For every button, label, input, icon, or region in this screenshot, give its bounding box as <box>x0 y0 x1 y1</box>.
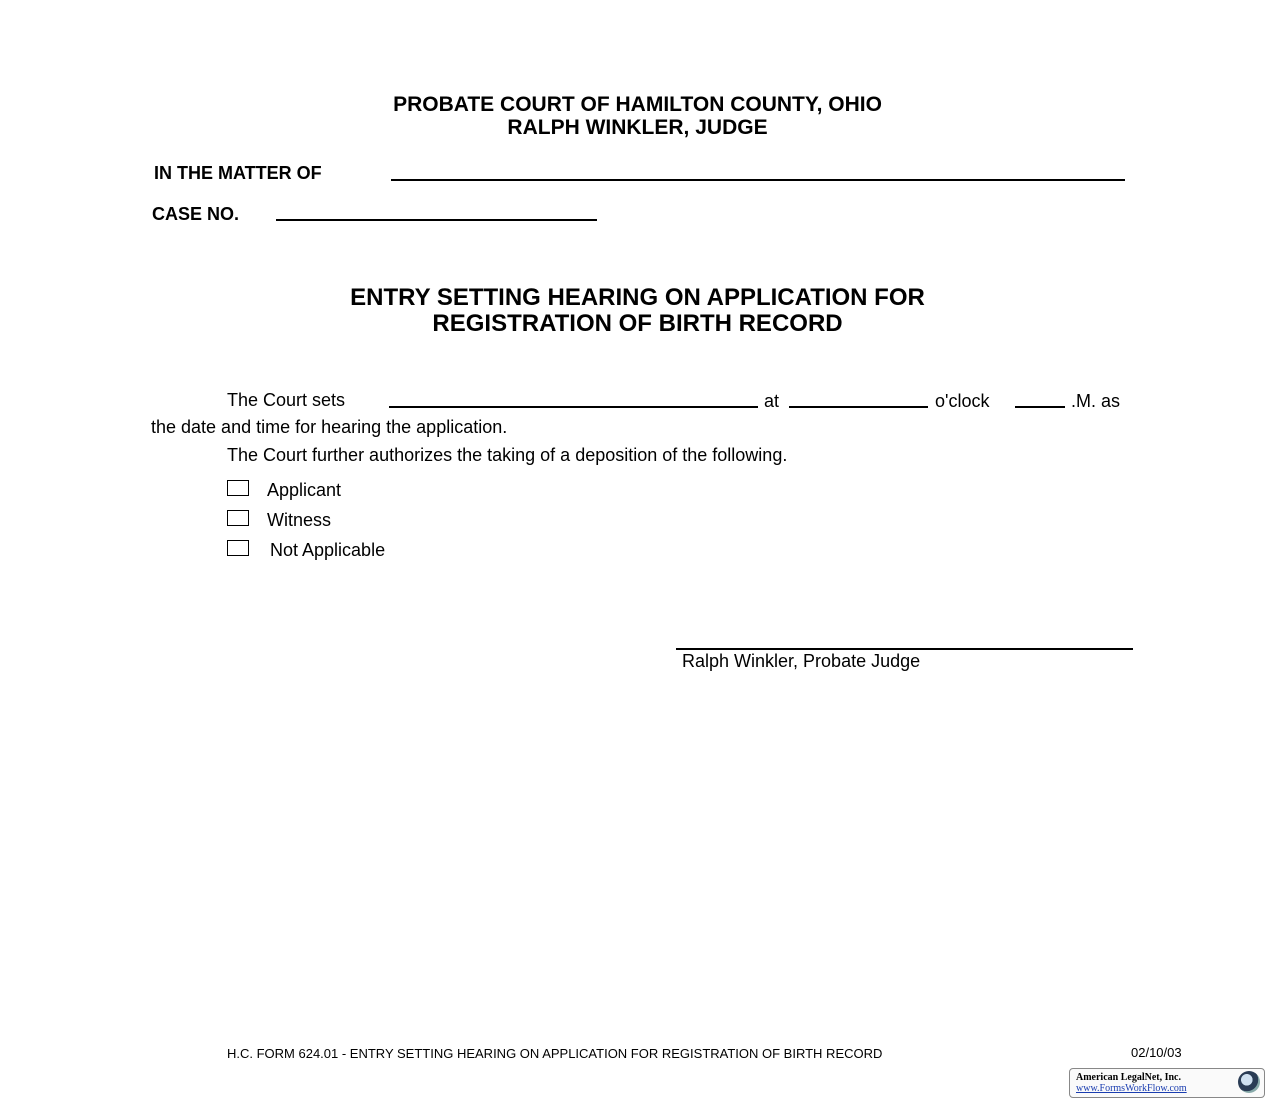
form-footer: H.C. FORM 624.01 - ENTRY SETTING HEARING ON APPLICATION FOR REGISTRATION OF BIRTH RECORD <box>227 1046 883 1061</box>
american-legalnet-logo[interactable] <box>1069 1068 1265 1098</box>
witness-label: Witness <box>267 510 332 530</box>
case-number-label: CASE NO. <box>152 204 240 224</box>
hearing-time-field[interactable] <box>789 406 928 408</box>
case-number-field[interactable] <box>276 219 597 221</box>
am-pm-field[interactable] <box>1015 406 1065 408</box>
matter-label: IN THE MATTER OF <box>154 163 322 183</box>
globe-icon <box>1238 1071 1260 1093</box>
signature-line[interactable] <box>676 648 1133 650</box>
judge-name: RALPH WINKLER, JUDGE <box>507 116 768 139</box>
logo-company: American LegalNet, Inc. <box>1076 1072 1181 1083</box>
hearing-date-field[interactable] <box>389 406 758 408</box>
form-date: 02/10/03 <box>1131 1045 1182 1060</box>
at-text: at <box>764 391 780 411</box>
signature-name: Ralph Winkler, Probate Judge <box>682 651 921 671</box>
m-as-text: .M. as <box>1071 391 1121 411</box>
matter-field[interactable] <box>391 179 1125 181</box>
hearing-text-line2: the date and time for hearing the application. <box>151 417 508 437</box>
deposition-text: The Court further authorizes the taking of a deposition of the following. <box>227 445 788 465</box>
witness-checkbox[interactable] <box>227 510 249 526</box>
oclock-text: o'clock <box>935 391 990 411</box>
not-applicable-checkbox[interactable] <box>227 540 249 556</box>
court-sets-text: The Court sets <box>227 390 346 410</box>
applicant-checkbox[interactable] <box>227 480 249 496</box>
court-name: PROBATE COURT OF HAMILTON COUNTY, OHIO <box>393 93 882 116</box>
not-applicable-label: Not Applicable <box>270 540 386 560</box>
document-title-line2: REGISTRATION OF BIRTH RECORD <box>432 310 843 337</box>
applicant-label: Applicant <box>267 480 342 500</box>
document-title-line1: ENTRY SETTING HEARING ON APPLICATION FOR <box>350 284 925 311</box>
logo-url-link[interactable]: www.FormsWorkFlow.com <box>1076 1083 1187 1094</box>
